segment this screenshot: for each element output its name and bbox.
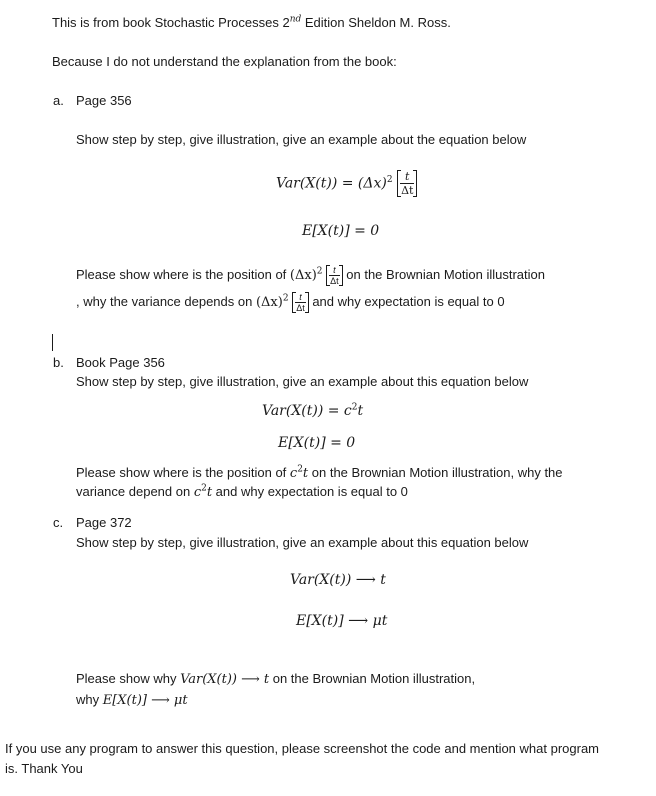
section-b-question-2 [76,484,408,501]
inline-fraction-numerator: t [329,265,340,276]
bracket-fraction [397,170,417,197]
inline-fraction-numerator: t [295,292,306,303]
inline-fraction-denominator: Δt [330,276,339,286]
section-b-equation-expectation [278,435,355,451]
section-a-question-2 [76,292,505,313]
equation-lhs: Var(X(t)) = c [262,403,352,419]
section-c-marker: c. [53,515,64,530]
equation-lhs: Var(X(t)) = (Δx) [276,175,387,192]
section-b-question-1 [76,465,563,482]
question-text: why [76,692,103,707]
question-math-var: t [206,485,213,500]
equation-variance-limit: Var(X(t)) ⟶ t [290,572,386,588]
source-text: This is from book Stochastic Processes 2 [52,15,290,30]
equation-expectation-limit: E[X(t)] ⟶ μt [296,613,388,629]
source-text-suffix: Edition Sheldon M. Ross. [301,15,451,30]
footer-line-2: is. Thank You [5,761,83,776]
question-text-after: and why expectation is equal to 0 [212,484,408,499]
section-a-marker: a. [53,93,64,108]
section-c-question-1 [76,671,475,688]
equation-rhs: t [357,403,364,419]
section-b-equation-variance [262,403,363,419]
question-math-exponent: 2 [297,464,303,475]
inline-fraction-denominator: Δt [296,303,305,313]
footer-line-1: If you use any program to answer this question, please screenshot the code and mention what program [5,741,600,756]
question-text-after: and why expectation is equal to 0 [308,293,505,309]
question-text: variance depend on [76,484,194,499]
section-a-equation-expectation [302,223,379,239]
question-text-after: on the Brownian Motion illustration, why the [308,465,563,480]
question-math-exponent: 2 [316,266,323,277]
equation-exponent: 2 [351,402,358,413]
inline-bracket-fraction [326,265,343,286]
section-b-page: Book Page 356 [76,355,165,370]
section-b-marker: b. [53,355,64,370]
section-c-equation-expectation [296,613,387,629]
question-math: E[X(t)] ⟶ μt [102,693,188,708]
question-math-var: t [302,466,309,481]
equation-expectation-text: E[X(t)] = 0 [302,223,380,239]
source-line [52,15,451,31]
question-math: c [289,466,298,481]
section-b-instruction: Show step by step, give illustration, give an example about this equation below [76,374,529,389]
question-text-after: on the Brownian Motion illustration [342,266,545,282]
section-a-page: Page 356 [76,93,132,108]
question-text: , why the variance depends on [76,293,256,309]
equation-exponent: 2 [386,174,393,185]
section-c-page: Page 372 [76,515,132,530]
question-text-after: on the Brownian Motion illustration, [269,671,476,686]
question-math-exponent: 2 [282,293,289,304]
equation-expectation-text: E[X(t)] = 0 [278,435,356,451]
section-c-question-2 [76,692,188,709]
question-math-exponent: 2 [201,483,207,494]
question-math: (Δx) [289,267,317,283]
text-cursor [52,334,53,351]
question-text: Please show where is the position of [76,266,290,282]
question-math: c [193,485,202,500]
section-a-question-1 [76,265,545,286]
section-a-equation-variance [276,170,417,197]
question-text: Please show why [76,671,181,686]
fraction-numerator: t [400,170,414,184]
question-math: Var(X(t)) ⟶ t [180,672,270,687]
because-line: Because I do not understand the explanation from the book: [52,54,397,69]
question-text: Please show where is the position of [76,465,290,480]
section-a-instruction: Show step by step, give illustration, give an example about the equation below [76,132,527,147]
section-c-instruction: Show step by step, give illustration, give an example about this equation below [76,535,529,550]
source-superscript: nd [289,14,302,25]
fraction-denominator: Δt [401,184,414,197]
question-math: (Δx) [255,294,283,310]
section-c-equation-variance [290,572,386,588]
inline-bracket-fraction [292,292,309,313]
